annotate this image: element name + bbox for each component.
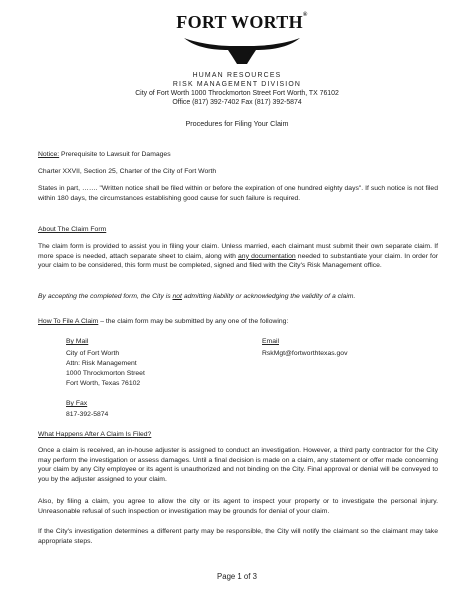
header-department: HUMAN RESOURCES: [192, 72, 282, 79]
page-title: Procedures for Filing Your Claim: [185, 119, 289, 128]
by-mail-label: By Mail: [66, 338, 89, 345]
mail-line-attn: Attn: Risk Management: [66, 360, 137, 367]
header-division: RISK MANAGEMENT DIVISION: [172, 81, 302, 88]
charter-quote: States in part, ……. "Written notice shall be filed within or before the expiration of one hundred eighty days". If such notice is not filed within 180 days, the circumstances establishing good cause for such failure is required.: [38, 185, 438, 202]
about-paragraph: The claim form is provided to assist you in filing your claim. Unless married, each claimant must submit their own separate claim. If more space is needed, attach separate sheet to claim, along with any documentation needed to substantiate your claim. In order for your claim to be considered, this form must be completed, signed and filed with the City's Risk Management office.: [38, 243, 438, 270]
after-filing-paragraph-2: Also, by filing a claim, you agree to allow the city or its agent to inspect your property or to investigate the personal injury. Unreasonable refusal of such inspection or investigation may be grounds for denial of your claim.: [38, 498, 438, 515]
liability-disclaimer: By accepting the completed form, the City is not admitting liability or acknowledging the validity of a claim.: [38, 293, 356, 300]
notice-label: Notice:: [38, 151, 60, 158]
header-phone: Office (817) 392-7402 Fax (817) 392-5874: [172, 99, 302, 106]
about-heading: About The Claim Form: [38, 226, 107, 233]
not-emphasis: not: [172, 293, 182, 300]
longhorn-icon: [182, 34, 302, 66]
charter-reference: Charter XXVII, Section 25, Charter of the City of Fort Worth: [38, 168, 217, 175]
logo-text: FORT WORTH: [176, 12, 303, 32]
how-to-file-line: How To File A Claim – the claim form may be submitted by any one of the following:: [38, 318, 289, 325]
header-address: City of Fort Worth 1000 Throckmorton Street Fort Worth, TX 76102: [135, 90, 339, 97]
page-number: Page 1 of 3: [217, 572, 257, 581]
by-fax-label: By Fax: [66, 400, 88, 407]
fort-worth-logo: [176, 10, 308, 70]
notice-line: [38, 150, 438, 160]
mail-line-citystate: Fort Worth, Texas 76102: [66, 380, 141, 387]
after-filing-heading: What Happens After A Claim Is Filed?: [38, 431, 152, 438]
after-filing-paragraph-3: If the City's investigation determines a different party may be responsible, the City will notify the claimant so the claimant may take appropriate steps.: [38, 528, 438, 545]
logo-registered-mark: ®: [302, 12, 308, 18]
email-label: Email: [262, 338, 279, 345]
fax-number: 817-392-5874: [66, 411, 109, 418]
mail-line-street: 1000 Throckmorton Street: [66, 370, 145, 377]
notice-text: Prerequisite to Lawsuit for Damages: [59, 151, 171, 158]
after-filing-paragraph-1: Once a claim is received, an in-house adjuster is assigned to conduct an investigation. However, a third party contractor for the City may perform the investigation or assess damages. Until a final decision is made on a claim, any statement or offer made concerning your claim by any City employee or its agent is unauthorized and not binding on the City. Final approval or denial will be conveyed to you by the adjuster assigned to your claim.: [38, 447, 438, 484]
how-to-file-heading: How To File A Claim: [38, 318, 99, 325]
mail-line-city: City of Fort Worth: [66, 350, 120, 357]
documentation-text: any documentation: [238, 252, 296, 260]
email-address[interactable]: RskMgt@fortworthtexas.gov: [262, 350, 348, 357]
